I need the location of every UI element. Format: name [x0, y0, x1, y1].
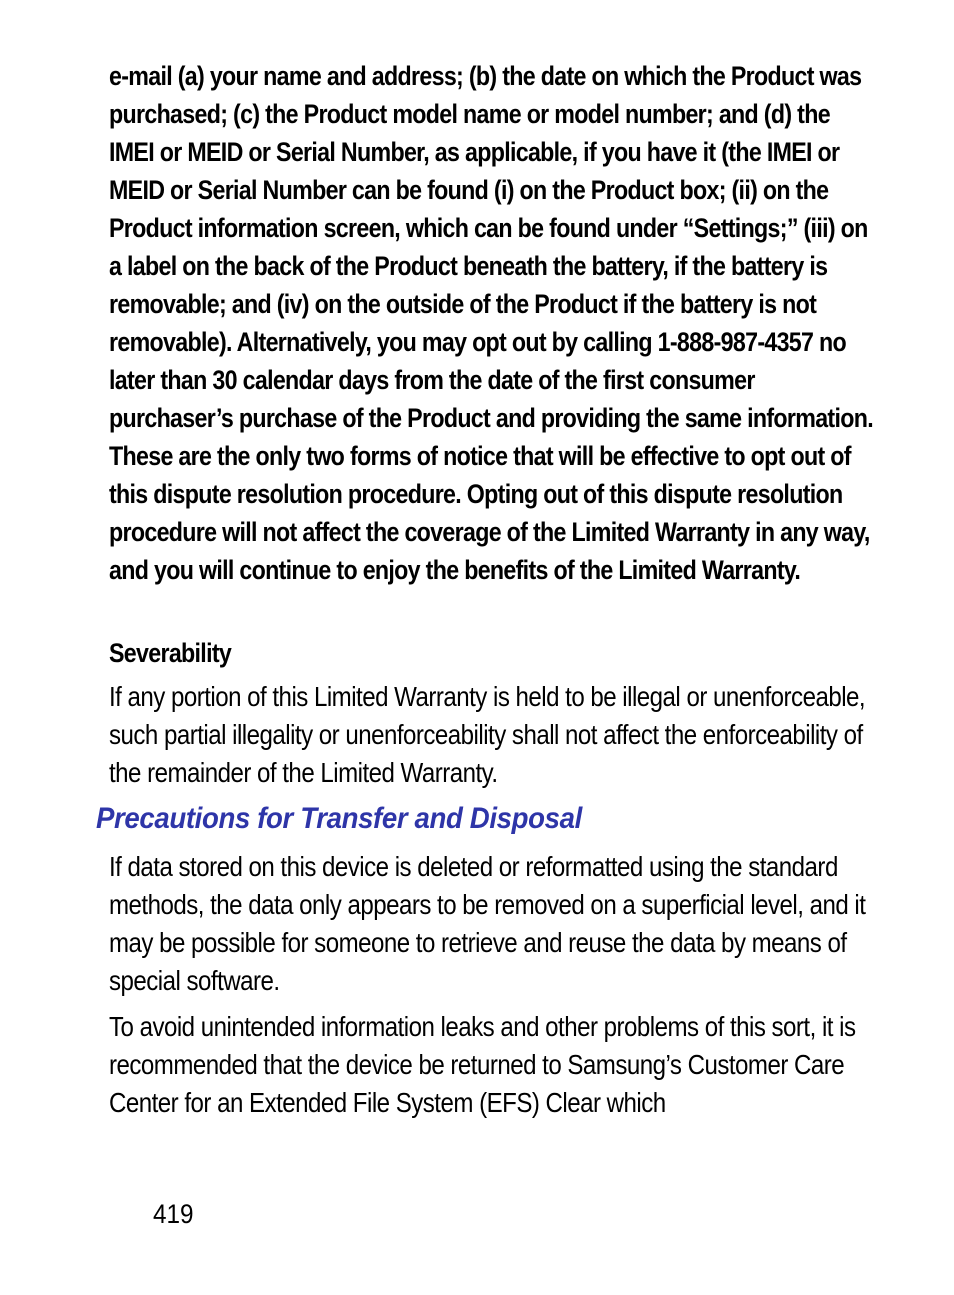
- page-number: 419: [153, 1199, 194, 1229]
- severability-paragraph: If any portion of this Limited Warranty is held to be illegal or unenforceable, such partial illegality or unenforceability shall not affect the enforceability of the remainder of the Limited Warranty.: [109, 681, 866, 788]
- severability-heading: Severability: [109, 638, 232, 668]
- section-heading: Precautions for Transfer and Disposal: [96, 802, 582, 835]
- disposal-paragraph-1: If data stored on this device is deleted or reformatted using the standard methods, the data only appears to be removed on a superficial level, and it may be possible for someone to retrieve and reuse the data by means of special software.: [109, 851, 866, 996]
- warranty-optout-paragraph: e-mail (a) your name and address; (b) the date on which the Product was purchased; (c) the Product model name or model number; and (d) the IMEI or MEID or Serial Number, as applicable, if you have it (the IMEI or MEID or Serial Number can be found (i) on the Product box; (ii) on the Product information screen, which can be found under “Settings;” (iii) on a label on the back of the Product beneath the battery, if the battery is removable; and (iv) on the outside of the Product if the battery is not removable). Alternatively, you may opt out by calling 1-888-987-4357 no later than 30 calendar days from the date of the first consumer purchaser’s purchase of the Product and providing the same information. These are the only two forms of notice that will be effective to opt out of this dispute resolution procedure. Opting out of this dispute resolution procedure will not affect the coverage of the Limited Warranty in any way, and you will continue to enjoy the benefits of the Limited Warranty.: [109, 61, 873, 585]
- disposal-paragraph-2: To avoid unintended information leaks and other problems of this sort, it is recommended that the device be returned to Samsung’s Customer Care Center for an Extended File System (EFS) Clear which: [109, 1011, 856, 1118]
